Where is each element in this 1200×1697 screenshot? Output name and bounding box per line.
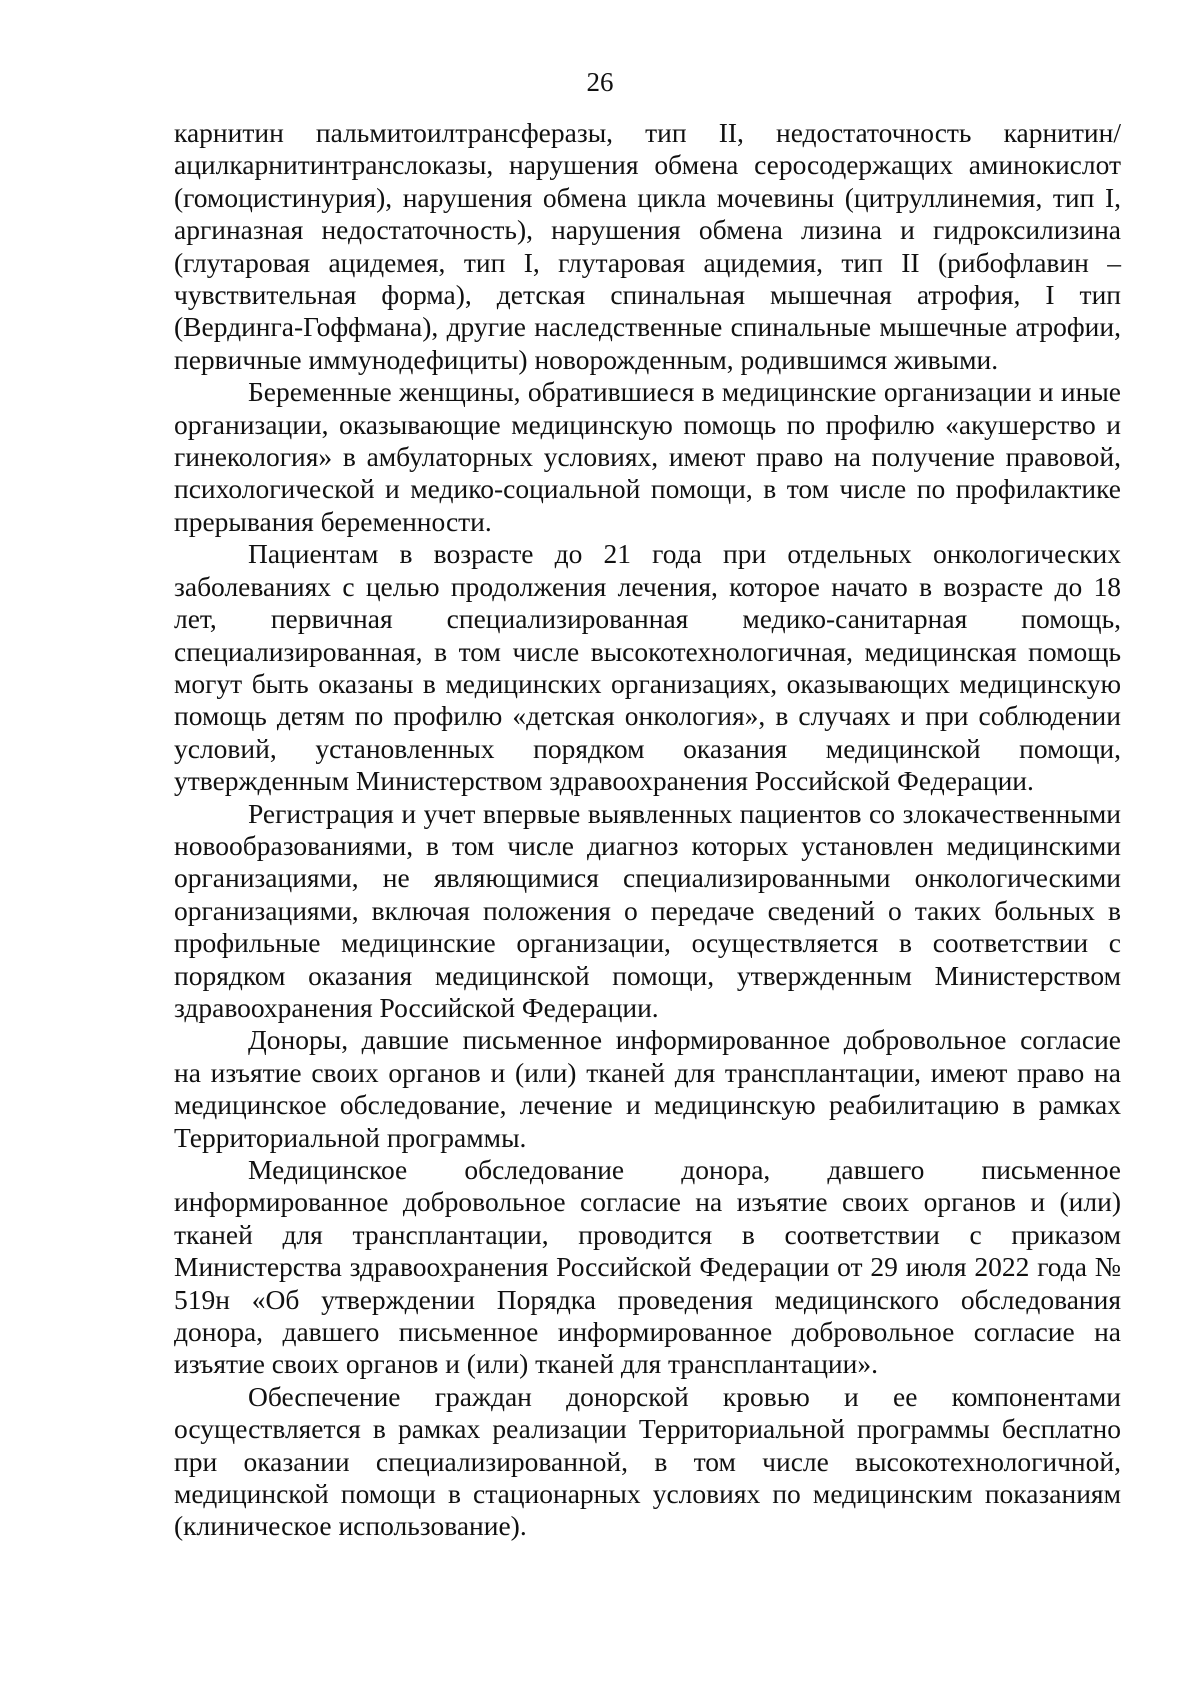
paragraph-donor-examination: Медицинское обследование донора, давшего письменное информированное добровольное согласие на изъятие своих органов и (или) тканей для трансплантации, проводится в соответствии с приказом Министерства здравоохранения Российской Федерации от 29 июля 2022 года № 519н «Об утверждении Порядка проведения медицинского обследования донора, давшего письменное информированное добровольное согласие на изъятие своих органов и (или) тканей для трансплантации».: [174, 1154, 1121, 1380]
paragraph-donors: Доноры, давшие письменное информированное добровольное согласие на изъятие своих органов и (или) тканей для трансплантации, имеют право на медицинское обследование, лечение и медицинскую реабилитацию в рамках Территориальной программы.: [174, 1024, 1121, 1153]
paragraph-registration: Регистрация и учет впервые выявленных пациентов со злокачественными новообразованиями, в том числе диагноз которых установлен медицинскими организациями, не являющимися специализированными онкологическими организациями, включая положения о передаче сведений о таких больных в профильные медицинские организации, осуществляется в соответствии с порядком оказания медицинской помощи, утвержденным Министерством здравоохранения Российской Федерации.: [174, 797, 1121, 1023]
paragraph-continuation: карнитин пальмитоилтрансферазы, тип II, недостаточность карнитин/ ацилкарнитинтранслоказы, нарушения обмена серосодержащих аминокислот (гомоцистинурия), нарушения обмена цикла мочевины (цитруллинемия, тип I, аргиназная недостаточность), нарушения обмена лизина и гидроксилизина (глутаровая ацидемея, тип I, глутаровая ацидемия, тип II (рибофлавин – чувствительная форма), детская спинальная мышечная атрофия, I тип (Вердинга-Гоффмана), другие наследственные спинальные мышечные атрофии, первичные иммунодефициты) новорожденным, родившимся живыми.: [174, 117, 1121, 375]
paragraph-oncology-patients: Пациентам в возрасте до 21 года при отдельных онкологических заболеваниях с целью продолжения лечения, которое начато в возрасте до 18 лет, первичная специализированная медико-санитарная помощь, специализированная, в том числе высокотехнологичная, медицинская помощь могут быть оказаны в медицинских организациях, оказывающих медицинскую помощь детям по профилю «детская онкология», в случаях и при соблюдении условий, установленных порядком оказания медицинской помощи, утвержденным Министерством здравоохранения Российской Федерации.: [174, 538, 1121, 797]
page-number: 26: [586, 67, 614, 97]
paragraph-pregnant-women: Беременные женщины, обратившиеся в медицинские организации и иные организации, оказывающие медицинскую помощь по профилю «акушерство и гинекология» в амбулаторных условиях, имеют право на получение правовой, психологической и медико-социальной помощи, в том числе по профилактике прерывания беременности.: [174, 376, 1121, 537]
paragraph-blood-supply: Обеспечение граждан донорской кровью и ее компонентами осуществляется в рамках реализации Территориальной программы бесплатно при оказании специализированной, в том числе высокотехнологичной, медицинской помощи в стационарных условиях по медицинским показаниям (клиническое использование).: [174, 1380, 1121, 1542]
document-body: [174, 117, 1121, 1543]
